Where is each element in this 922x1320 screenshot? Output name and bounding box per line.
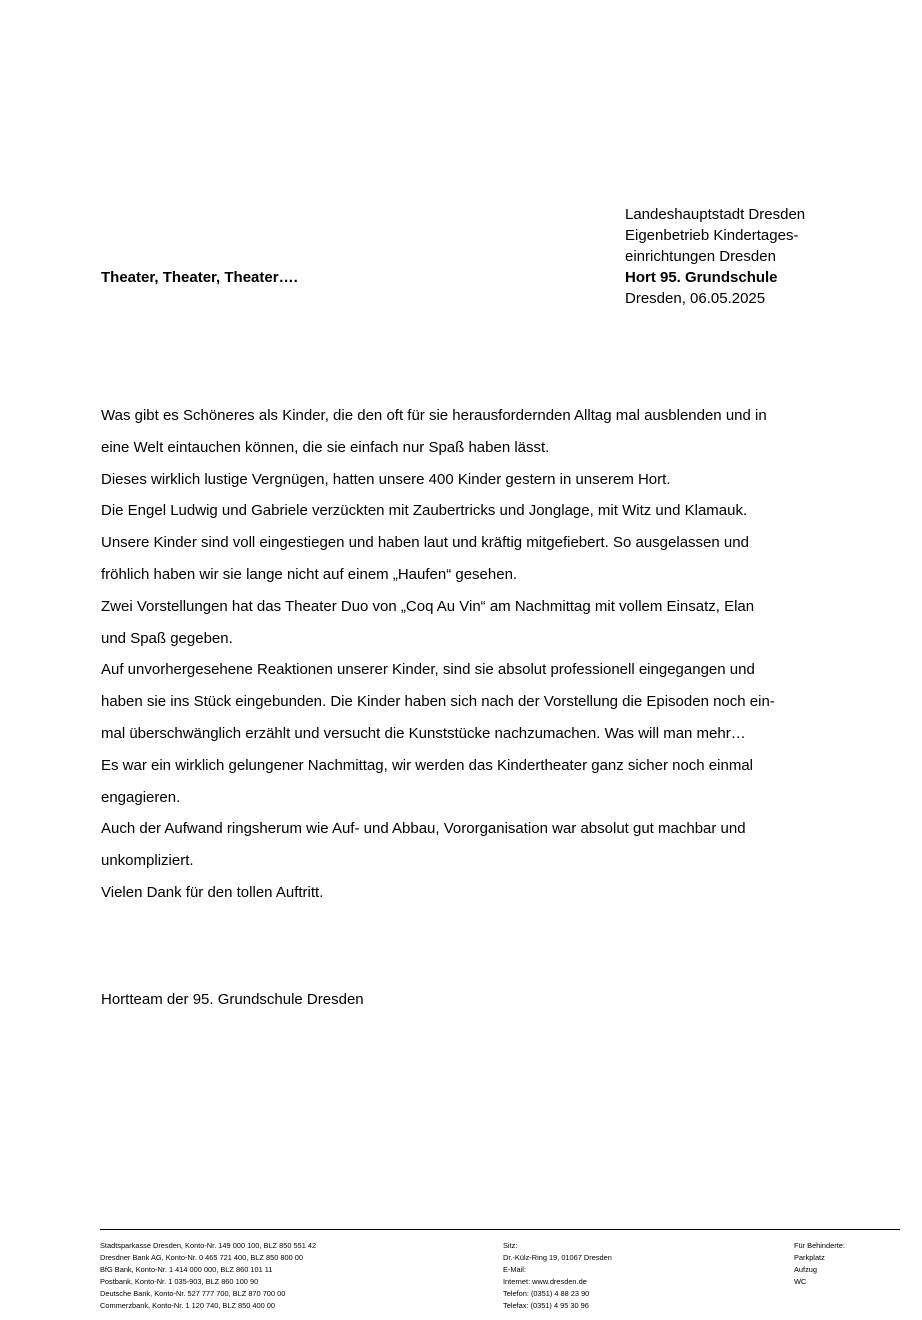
body-line: engagieren.: [101, 788, 181, 806]
body-line: Auch der Aufwand ringsherum wie Auf- und Abbau, Vororganisation war absolut gut machbar und: [101, 820, 746, 838]
sender-department: Hort 95. Grundschule: [625, 269, 778, 286]
body-line: haben sie ins Stück eingebunden. Die Kinder haben sich nach der Vorstellung die Episoden noch ein-: [101, 693, 775, 711]
body-line: mal überschwänglich erzählt und versucht die Kunststücke nachzumachen. Was will man mehr…: [101, 724, 746, 742]
sender-line: einrichtungen Dresden: [625, 248, 776, 265]
footer-contact-line: E-Mail:: [503, 1264, 526, 1274]
footer-bank-line: Stadtsparkasse Dresden, Konto-Nr. 149 000 100, BLZ 850 551 42: [100, 1241, 317, 1250]
footer-contact-line: Telefax: (0351) 4 95 30 96: [503, 1300, 589, 1310]
footer-access-line: Parkplatz: [794, 1252, 825, 1262]
body-line: fröhlich haben wir sie lange nicht auf einem „Haufen“ gesehen.: [101, 565, 518, 583]
letter-body: [101, 400, 821, 909]
body-line: Auf unvorhergesehene Reaktionen unserer Kinder, sind sie absolut professionell eingegangen und: [101, 661, 755, 679]
footer-accessibility-info: [794, 1240, 845, 1288]
body-line: Dieses wirklich lustige Vergnügen, hatten unsere 400 Kinder gestern in unserem Hort.: [101, 470, 671, 488]
sender-address-block: [625, 204, 915, 309]
sender-line: Eigenbetrieb Kindertages-: [625, 227, 799, 244]
body-line: Es war ein wirklich gelungener Nachmittag, wir werden das Kindertheater ganz sicher noch einmal: [101, 756, 753, 774]
footer-contact-line: Internet: www.dresden.de: [503, 1276, 587, 1286]
place-date: Dresden, 06.05.2025: [625, 290, 766, 307]
footer-contact-line: Dr.-Külz-Ring 19, 01067 Dresden: [503, 1252, 612, 1262]
letter-signature: Hortteam der 95. Grundschule Dresden: [101, 991, 364, 1008]
footer-access-line: Für Behinderte:: [794, 1241, 845, 1250]
sender-line: Landeshauptstadt Dresden: [625, 206, 806, 223]
body-line: unkompliziert.: [101, 852, 194, 870]
footer-contact-line: Telefon: (0351) 4 88 23 90: [503, 1288, 590, 1298]
letter-subject: Theater, Theater, Theater….: [101, 269, 298, 286]
footer-access-line: Aufzug: [794, 1264, 818, 1274]
footer-access-line: WC: [794, 1276, 807, 1286]
body-line: Was gibt es Schöneres als Kinder, die den oft für sie herausfordernden Alltag mal ausblenden und in: [101, 407, 767, 424]
footer-bank-line: Commerzbank, Konto-Nr. 1 120 740, BLZ 850 400 00: [100, 1300, 276, 1310]
body-line: Unsere Kinder sind voll eingestiegen und haben laut und kräftig mitgefiebert. So ausgelassen und: [101, 534, 749, 552]
footer-contact-line: Sitz:: [503, 1241, 518, 1250]
footer-divider: [100, 1229, 900, 1230]
body-line: eine Welt eintauchen können, die sie einfach nur Spaß haben lässt.: [101, 438, 550, 456]
body-line: und Spaß gegeben.: [101, 629, 233, 647]
footer-bank-line: BfG Bank, Konto-Nr. 1 414 000 000, BLZ 860 101 11: [100, 1264, 273, 1274]
body-line: Zwei Vorstellungen hat das Theater Duo von „Coq Au Vin“ am Nachmittag mit vollem Einsatz, Elan: [101, 597, 755, 615]
footer-contact-details: [503, 1240, 612, 1311]
footer-bank-line: Dresdner Bank AG, Konto-Nr. 0 465 721 400, BLZ 850 800 00: [100, 1252, 303, 1262]
body-line: Vielen Dank für den tollen Auftritt.: [101, 883, 324, 901]
footer-bank-line: Postbank, Konto-Nr. 1 035-903, BLZ 860 100 90: [100, 1276, 259, 1286]
footer-bank-line: Deutsche Bank, Konto-Nr. 527 777 700, BLZ 870 700 00: [100, 1288, 286, 1298]
footer-bank-details: [100, 1240, 316, 1311]
body-line: Die Engel Ludwig und Gabriele verzückten mit Zaubertricks und Jonglage, mit Witz und Klamauk.: [101, 502, 748, 520]
